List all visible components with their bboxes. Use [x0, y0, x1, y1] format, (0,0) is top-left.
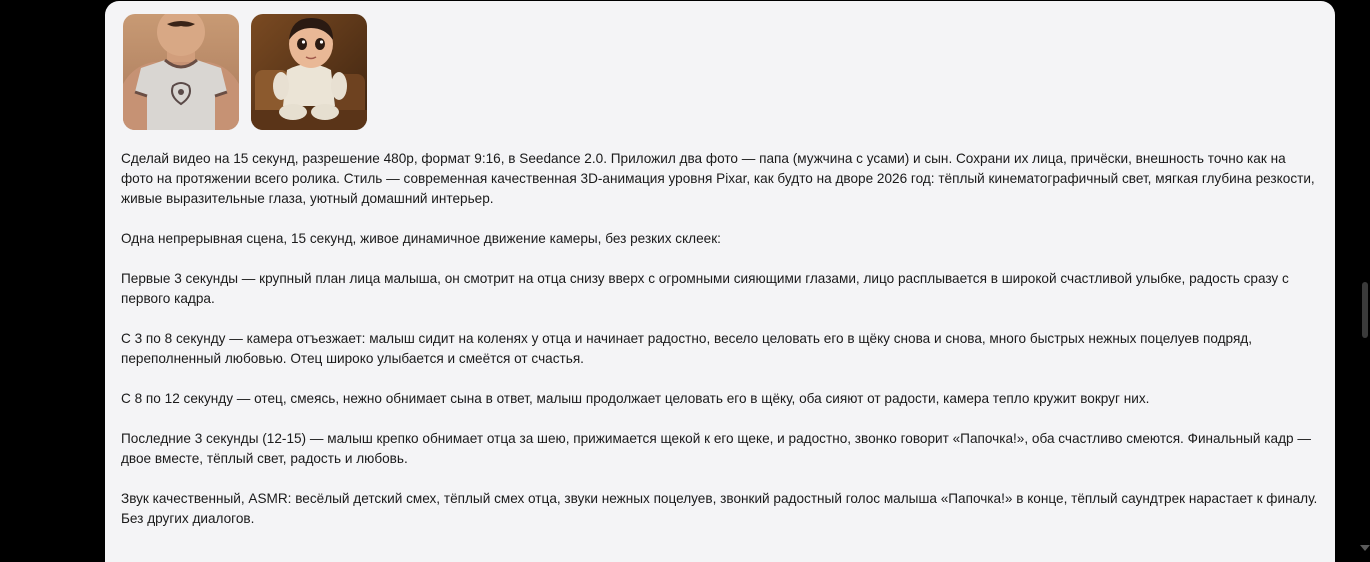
attachments-row: [123, 14, 367, 130]
scrollbar[interactable]: [1358, 0, 1370, 562]
message-paragraph: Звук качественный, ASMR: весёлый детский смех, тёплый смех отца, звуки нежных поцелуев, звонкий радостный голос малыша «Папочка!» в конце, тёплый саундтрек нарастает к финалу. Без других диалогов.: [121, 491, 1318, 526]
message-text: [121, 149, 1321, 549]
message-paragraph: Одна непрерывная сцена, 15 секунд, живое динамичное движение камеры, без резких склеек:: [121, 231, 721, 246]
message-paragraph: Первые 3 секунды — крупный план лица малыша, он смотрит на отца снизу вверх с огромными сияющими глазами, лицо расплывается в широкой счастливой улыбке, радость сразу с первого кадра.: [121, 271, 1289, 306]
attachment-photo-son[interactable]: [251, 14, 367, 130]
message-paragraph: Последние 3 секунды (12-15) — малыш крепко обнимает отца за шею, прижимается щекой к его щеке, и радостно, звонко говорит «Папочка!», оба счастливо смеются. Финальный кадр — двое вместе, тёплый свет, радость и любовь.: [121, 431, 1311, 466]
message-paragraph: С 8 по 12 секунду — отец, смеясь, нежно обнимает сына в ответ, малыш продолжает целовать его в щёку, оба сияют от радости, камера тепло кружит вокруг них.: [121, 391, 1150, 406]
photo-son-icon: [251, 14, 367, 130]
photo-father-icon: [123, 14, 239, 130]
message-paragraph: Сделай видео на 15 секунд, разрешение 480p, формат 9:16, в Seedance 2.0. Приложил два фото — папа (мужчина с усами) и сын. Сохрани их лица, причёски, внешность точно как на фото на протяжении всего ролика. Стиль — современная качественная 3D-анимация уровня Pixar, как будто на дворе 2026 год: тёплый кинематографичный свет, мягкая глубина резкости, живые выразительные глаза, уютный домашний интерьер.: [121, 151, 1315, 206]
message-paragraph: С 3 по 8 секунду — камера отъезжает: малыш сидит на коленях у отца и начинает радостно, весело целовать его в щёку снова и снова, много быстрых нежных поцелуев подряд, переполненный любовью. Отец широко улыбается и смеётся от счастья.: [121, 331, 1253, 366]
attachment-photo-father[interactable]: [123, 14, 239, 130]
scrollbar-thumb[interactable]: [1362, 282, 1368, 338]
scroll-down-icon[interactable]: [1360, 545, 1370, 551]
user-message-card: [105, 1, 1335, 562]
